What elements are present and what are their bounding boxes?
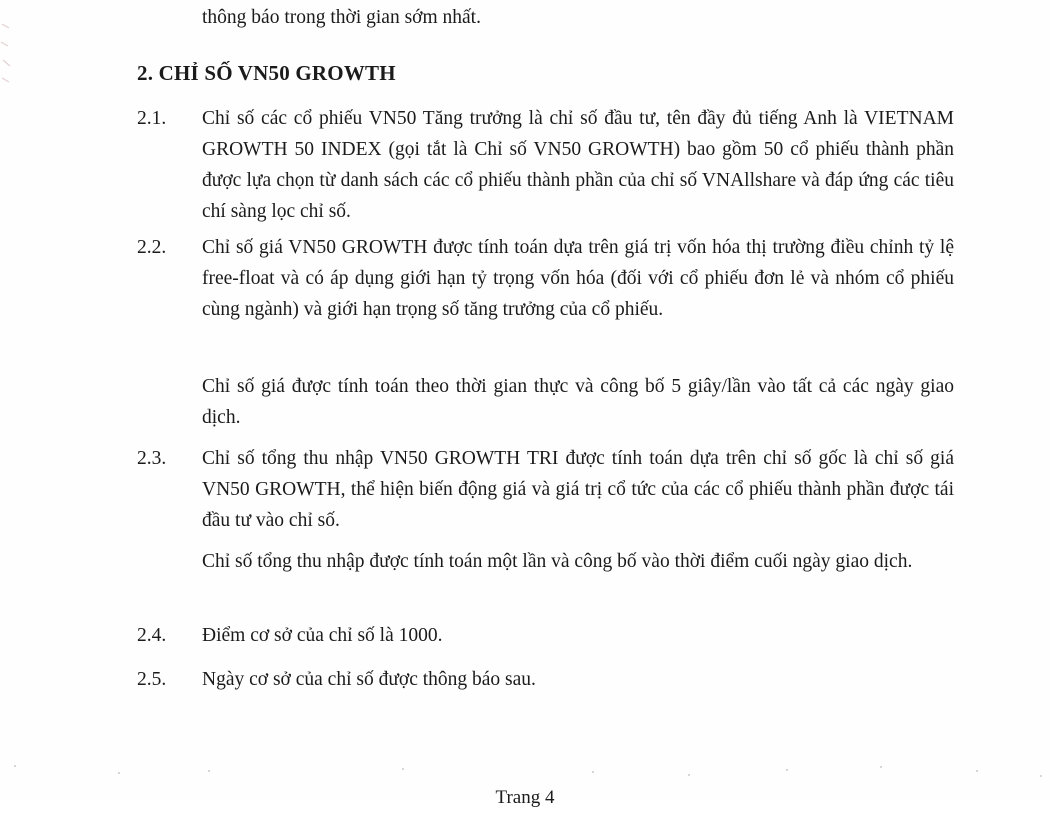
- clause-number: 2.4.: [137, 625, 167, 646]
- clause-text: Điểm cơ sở của chỉ số là 1000.: [202, 625, 443, 646]
- clause-2-3-paragraph: Chỉ số tổng thu nhập được tính toán một lần và công bố vào thời điểm cuối ngày giao dịch.: [202, 551, 913, 572]
- clause-number: 2.1.: [137, 108, 167, 129]
- intro-line: thông báo trong thời gian sớm nhất.: [202, 7, 481, 28]
- clause-text: Chỉ số giá VN50 GROWTH được tính toán dựa trên giá trị vốn hóa thị trường điều chỉnh tỷ lệ free-float và có áp dụng giới hạn tỷ trọng vốn hóa (đối với cổ phiếu đơn lẻ và nhóm cổ phiếu cùng ngành) và giới hạn trọng số tăng trưởng của cổ phiếu.: [202, 237, 954, 320]
- clause-number: 2.3.: [137, 448, 167, 469]
- page-footer: Trang 4: [495, 787, 555, 808]
- stamp-edge-mark: [0, 20, 14, 90]
- clause-number: 2.5.: [137, 669, 167, 690]
- clause-2-2-paragraph: Chỉ số giá được tính toán theo thời gian thực và công bố 5 giây/lần vào tất cả các ngày giao dịch.: [202, 376, 954, 428]
- clause-text: Chỉ số các cổ phiếu VN50 Tăng trưởng là chỉ số đầu tư, tên đầy đủ tiếng Anh là VIETNAM GROWTH 50 INDEX (gọi tắt là Chỉ số VN50 GROWTH) bao gồm 50 cổ phiếu thành phần được lựa chọn từ danh sách các cổ phiếu thành phần của chỉ số VNAllshare và đáp ứng các tiêu chí sàng lọc chỉ số.: [202, 108, 954, 222]
- section-heading: 2. CHỈ SỐ VN50 GROWTH: [137, 61, 396, 85]
- clause-number: 2.2.: [137, 237, 167, 258]
- clause-text: Ngày cơ sở của chỉ số được thông báo sau.: [202, 669, 536, 690]
- clause-text: Chỉ số tổng thu nhập VN50 GROWTH TRI được tính toán dựa trên chỉ số gốc là chỉ số giá VN50 GROWTH, thể hiện biến động giá và giá trị cổ tức của các cổ phiếu thành phần được tái đầu tư vào chỉ số.: [202, 448, 954, 531]
